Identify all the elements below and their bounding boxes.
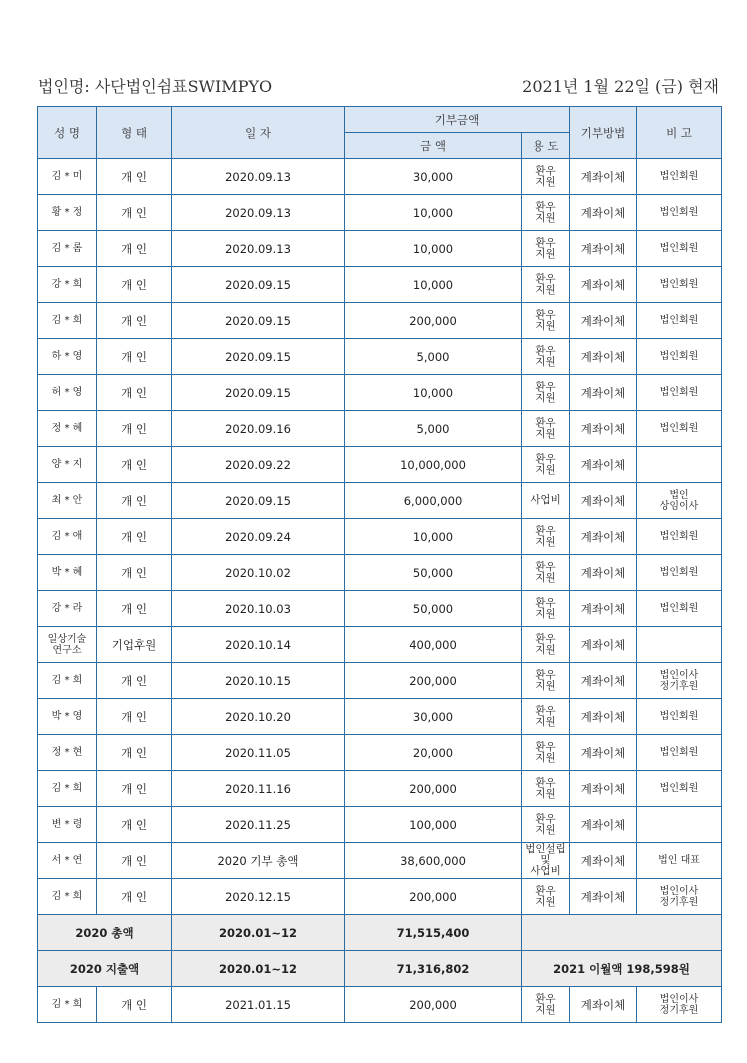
- note-cell: 법인회원: [637, 267, 722, 303]
- note-cell: 법인회원: [637, 411, 722, 447]
- donor-type-cell: 개 인: [97, 699, 172, 735]
- donor-type-cell: 개 인: [97, 267, 172, 303]
- donation-amount-cell: 6,000,000: [345, 483, 522, 519]
- donation-amount-cell: 200,000: [345, 987, 522, 1023]
- donation-amount-cell: 200,000: [345, 771, 522, 807]
- donation-use-cell: 환우 지원: [522, 663, 570, 699]
- note-cell: 법인이사 정기후원: [637, 663, 722, 699]
- table-row: [38, 411, 722, 447]
- donor-type-cell: 개 인: [97, 375, 172, 411]
- donor-type-cell: 개 인: [97, 303, 172, 339]
- donation-method-cell: 계좌이체: [570, 339, 637, 375]
- note-cell: 법인회원: [637, 159, 722, 195]
- donation-date-cell: 2020.09.15: [172, 303, 345, 339]
- note-cell: 법인회원: [637, 303, 722, 339]
- note-cell: 법인회원: [637, 339, 722, 375]
- donation-method-cell: 계좌이체: [570, 519, 637, 555]
- donor-name-cell: 양 * 지: [38, 447, 97, 483]
- note-cell: 법인회원: [637, 375, 722, 411]
- donor-type-cell: 개 인: [97, 735, 172, 771]
- table-row: [38, 303, 722, 339]
- total-row: [38, 951, 722, 987]
- donation-amount-cell: 10,000,000: [345, 447, 522, 483]
- donor-name-cell: 정 * 현: [38, 735, 97, 771]
- donation-use-cell: 환우 지원: [522, 879, 570, 915]
- total-amount-cell: 71,515,400: [345, 915, 522, 951]
- as-of-date-label: 2021년 1월 22일 (금) 현재: [522, 77, 719, 96]
- donor-name-cell: 강 * 희: [38, 267, 97, 303]
- donation-amount-cell: 50,000: [345, 555, 522, 591]
- donation-date-cell: 2020.09.13: [172, 159, 345, 195]
- donation-method-cell: 계좌이체: [570, 447, 637, 483]
- table-row: [38, 735, 722, 771]
- donation-date-cell: 2020.10.14: [172, 627, 345, 663]
- donation-method-cell: 계좌이체: [570, 375, 637, 411]
- donation-use-cell: 환우 지원: [522, 519, 570, 555]
- donation-ledger-table: [37, 106, 722, 1023]
- col-header-donation: 기부금액: [345, 107, 570, 133]
- donor-type-cell: 개 인: [97, 231, 172, 267]
- donation-amount-cell: 200,000: [345, 879, 522, 915]
- donation-date-cell: 2020.09.15: [172, 375, 345, 411]
- donation-date-cell: 2020.09.13: [172, 231, 345, 267]
- donation-use-cell: 환우 지원: [522, 591, 570, 627]
- donation-date-cell: 2020.11.16: [172, 771, 345, 807]
- donation-amount-cell: 30,000: [345, 159, 522, 195]
- donation-date-cell: 2020.09.22: [172, 447, 345, 483]
- donor-name-cell: 김 * 희: [38, 303, 97, 339]
- donor-type-cell: 개 인: [97, 339, 172, 375]
- donor-type-cell: 개 인: [97, 159, 172, 195]
- table-row: [38, 987, 722, 1023]
- donation-use-cell: 환우 지원: [522, 411, 570, 447]
- donation-method-cell: 계좌이체: [570, 483, 637, 519]
- donation-amount-cell: 10,000: [345, 375, 522, 411]
- donation-date-cell: 2020.09.16: [172, 411, 345, 447]
- table-row: [38, 591, 722, 627]
- donation-use-cell: 환우 지원: [522, 735, 570, 771]
- donation-amount-cell: 200,000: [345, 303, 522, 339]
- table-row: [38, 555, 722, 591]
- donation-method-cell: 계좌이체: [570, 555, 637, 591]
- donation-amount-cell: 20,000: [345, 735, 522, 771]
- donation-method-cell: 계좌이체: [570, 663, 637, 699]
- donor-type-cell: 개 인: [97, 879, 172, 915]
- donor-name-cell: 정 * 혜: [38, 411, 97, 447]
- total-amount-cell: 71,316,802: [345, 951, 522, 987]
- table-row: [38, 231, 722, 267]
- donation-date-cell: 2020.10.03: [172, 591, 345, 627]
- note-cell: 법인회원: [637, 195, 722, 231]
- donor-type-cell: 개 인: [97, 555, 172, 591]
- donation-date-cell: 2020 기부 총액: [172, 843, 345, 879]
- donor-name-cell: 김 * 희: [38, 987, 97, 1023]
- note-cell: [637, 627, 722, 663]
- donation-amount-cell: 5,000: [345, 411, 522, 447]
- donation-use-cell: 사업비: [522, 483, 570, 519]
- col-header-note: 비 고: [637, 107, 722, 159]
- total-label-cell: 2020 지출액: [38, 951, 172, 987]
- donor-name-cell: 하 * 영: [38, 339, 97, 375]
- donation-use-cell: 환우 지원: [522, 303, 570, 339]
- donor-name-cell: 김 * 롬: [38, 231, 97, 267]
- donor-type-cell: 개 인: [97, 663, 172, 699]
- table-row: [38, 483, 722, 519]
- table-row: [38, 771, 722, 807]
- donation-method-cell: 계좌이체: [570, 699, 637, 735]
- note-cell: 법인회원: [637, 699, 722, 735]
- table-row: [38, 159, 722, 195]
- table-row: [38, 519, 722, 555]
- col-header-method: 기부방법: [570, 107, 637, 159]
- donation-use-cell: 환우 지원: [522, 555, 570, 591]
- note-cell: 법인회원: [637, 735, 722, 771]
- note-cell: [637, 447, 722, 483]
- donation-amount-cell: 10,000: [345, 195, 522, 231]
- donor-name-cell: 박 * 영: [38, 699, 97, 735]
- donor-type-cell: 개 인: [97, 483, 172, 519]
- note-cell: 법인회원: [637, 231, 722, 267]
- donation-use-cell: 환우 지원: [522, 699, 570, 735]
- col-header-type: 형 태: [97, 107, 172, 159]
- donation-method-cell: 계좌이체: [570, 303, 637, 339]
- donor-name-cell: 김 * 희: [38, 771, 97, 807]
- total-period-cell: 2020.01~12: [172, 915, 345, 951]
- donation-method-cell: 계좌이체: [570, 735, 637, 771]
- donation-amount-cell: 30,000: [345, 699, 522, 735]
- donation-use-cell: 환우 지원: [522, 807, 570, 843]
- table-row: [38, 447, 722, 483]
- donation-use-cell: 환우 지원: [522, 339, 570, 375]
- donation-use-cell: 환우 지원: [522, 447, 570, 483]
- donation-use-cell: 환우 지원: [522, 987, 570, 1023]
- donation-date-cell: 2021.01.15: [172, 987, 345, 1023]
- donation-amount-cell: 5,000: [345, 339, 522, 375]
- donation-date-cell: 2020.10.20: [172, 699, 345, 735]
- donor-type-cell: 개 인: [97, 807, 172, 843]
- col-header-amount: 금 액: [345, 133, 522, 159]
- donation-date-cell: 2020.09.15: [172, 483, 345, 519]
- donation-use-cell: 법인설립 및 사업비: [522, 843, 570, 879]
- table-row: [38, 807, 722, 843]
- col-header-date: 일 자: [172, 107, 345, 159]
- table-row: [38, 843, 722, 879]
- donation-amount-cell: 10,000: [345, 267, 522, 303]
- col-header-name: 성 명: [38, 107, 97, 159]
- donation-date-cell: 2020.09.24: [172, 519, 345, 555]
- donation-use-cell: 환우 지원: [522, 195, 570, 231]
- note-cell: 법인이사 정기후원: [637, 879, 722, 915]
- total-extra-cell: [522, 915, 722, 951]
- donor-name-cell: 강 * 라: [38, 591, 97, 627]
- donation-method-cell: 계좌이체: [570, 627, 637, 663]
- donor-type-cell: 개 인: [97, 771, 172, 807]
- donor-name-cell: 황 * 정: [38, 195, 97, 231]
- donation-date-cell: 2020.10.02: [172, 555, 345, 591]
- donor-name-cell: 김 * 희: [38, 879, 97, 915]
- donation-amount-cell: 50,000: [345, 591, 522, 627]
- donor-type-cell: 기업후원: [97, 627, 172, 663]
- note-cell: 법인 상임이사: [637, 483, 722, 519]
- table-row: [38, 195, 722, 231]
- donation-amount-cell: 10,000: [345, 231, 522, 267]
- total-period-cell: 2020.01~12: [172, 951, 345, 987]
- donation-amount-cell: 100,000: [345, 807, 522, 843]
- donation-date-cell: 2020.12.15: [172, 879, 345, 915]
- donor-name-cell: 최 * 안: [38, 483, 97, 519]
- total-extra-cell: 2021 이월액 198,598원: [522, 951, 722, 987]
- donation-date-cell: 2020.09.15: [172, 267, 345, 303]
- donor-type-cell: 개 인: [97, 447, 172, 483]
- donation-method-cell: 계좌이체: [570, 267, 637, 303]
- donor-type-cell: 개 인: [97, 519, 172, 555]
- donation-use-cell: 환우 지원: [522, 375, 570, 411]
- donation-use-cell: 환우 지원: [522, 159, 570, 195]
- donation-use-cell: 환우 지원: [522, 231, 570, 267]
- donation-method-cell: 계좌이체: [570, 591, 637, 627]
- donation-use-cell: 환우 지원: [522, 267, 570, 303]
- table-row: [38, 663, 722, 699]
- donation-date-cell: 2020.09.13: [172, 195, 345, 231]
- donation-method-cell: 계좌이체: [570, 159, 637, 195]
- donor-name-cell: 변 * 령: [38, 807, 97, 843]
- total-row: [38, 915, 722, 951]
- note-cell: 법인회원: [637, 591, 722, 627]
- note-cell: 법인 대표: [637, 843, 722, 879]
- donor-name-cell: 김 * 희: [38, 663, 97, 699]
- donation-amount-cell: 10,000: [345, 519, 522, 555]
- donation-method-cell: 계좌이체: [570, 843, 637, 879]
- donation-date-cell: 2020.11.25: [172, 807, 345, 843]
- donation-method-cell: 계좌이체: [570, 807, 637, 843]
- donor-type-cell: 개 인: [97, 195, 172, 231]
- donor-type-cell: 개 인: [97, 987, 172, 1023]
- donor-name-cell: 서 * 연: [38, 843, 97, 879]
- note-cell: 법인회원: [637, 555, 722, 591]
- donor-type-cell: 개 인: [97, 411, 172, 447]
- donation-date-cell: 2020.10.15: [172, 663, 345, 699]
- donation-amount-cell: 38,600,000: [345, 843, 522, 879]
- donation-use-cell: 환우 지원: [522, 771, 570, 807]
- donation-method-cell: 계좌이체: [570, 195, 637, 231]
- col-header-use: 용 도: [522, 133, 570, 159]
- note-cell: 법인이사 정기후원: [637, 987, 722, 1023]
- donation-method-cell: 계좌이체: [570, 411, 637, 447]
- donation-method-cell: 계좌이체: [570, 231, 637, 267]
- total-label-cell: 2020 총액: [38, 915, 172, 951]
- donation-amount-cell: 400,000: [345, 627, 522, 663]
- donor-name-cell: 허 * 영: [38, 375, 97, 411]
- donation-method-cell: 계좌이체: [570, 879, 637, 915]
- donor-name-cell: 일상기술 연구소: [38, 627, 97, 663]
- note-cell: [637, 807, 722, 843]
- donation-date-cell: 2020.11.05: [172, 735, 345, 771]
- note-cell: 법인회원: [637, 771, 722, 807]
- table-row: [38, 627, 722, 663]
- donor-name-cell: 김 * 애: [38, 519, 97, 555]
- donor-type-cell: 개 인: [97, 843, 172, 879]
- note-cell: 법인회원: [637, 519, 722, 555]
- donation-method-cell: 계좌이체: [570, 987, 637, 1023]
- donation-method-cell: 계좌이체: [570, 771, 637, 807]
- donor-type-cell: 개 인: [97, 591, 172, 627]
- table-row: [38, 879, 722, 915]
- table-row: [38, 375, 722, 411]
- table-row: [38, 699, 722, 735]
- donor-name-cell: 박 * 혜: [38, 555, 97, 591]
- donor-name-cell: 김 * 미: [38, 159, 97, 195]
- donation-use-cell: 환우 지원: [522, 627, 570, 663]
- donation-date-cell: 2020.09.15: [172, 339, 345, 375]
- table-row: [38, 267, 722, 303]
- table-row: [38, 339, 722, 375]
- donation-amount-cell: 200,000: [345, 663, 522, 699]
- org-name-label: 법인명: 사단법인쉼표SWIMPYO: [38, 77, 273, 96]
